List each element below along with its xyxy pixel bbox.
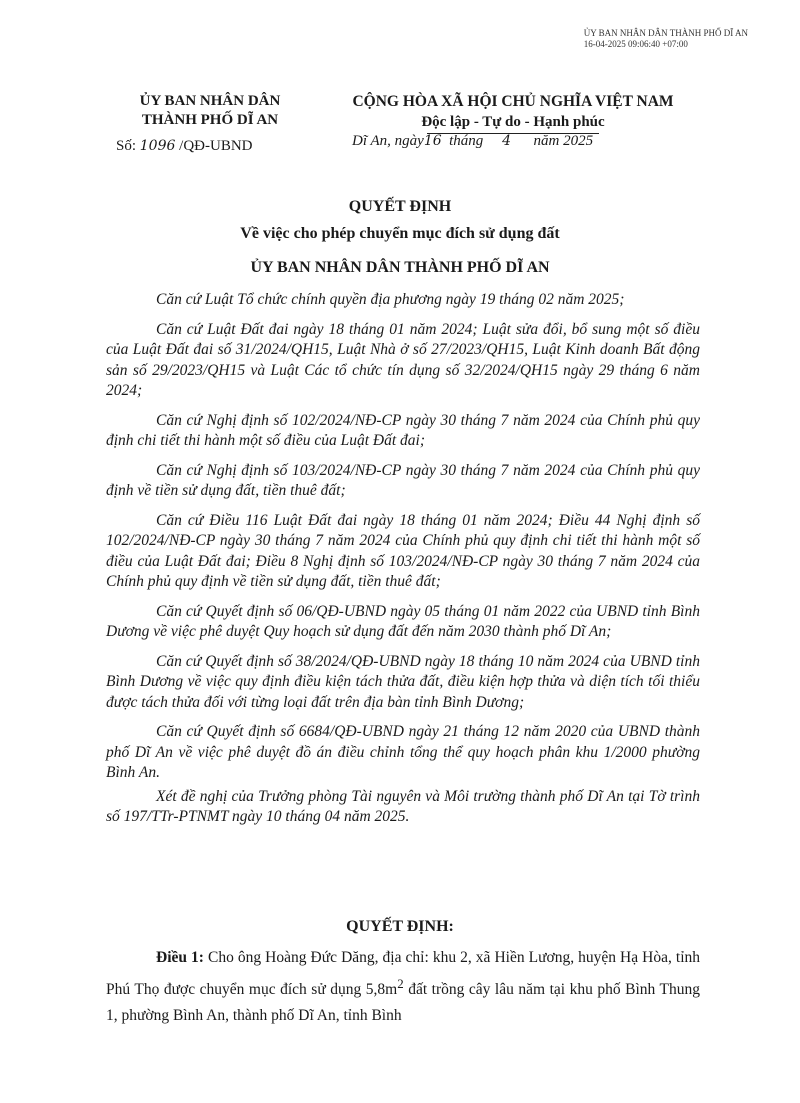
legal-basis [106,290,700,837]
issue-date [352,133,593,150]
legal-basis-paragraph: Căn cứ Luật Đất đai ngày 18 tháng 01 năm 2024; Luật sửa đổi, bổ sung một số điều của Luật Đất đai số 31/2024/QH15, Luật Nhà ở số 27/2023/QH15, Luật Kinh doanh Bất động sản số 29/2023/QH15 và Luật Các tổ chức tín dụng số 32/2024/QH15 ngày 29 tháng 6 năm 2024; [106,320,700,399]
legal-basis-paragraph: Căn cứ Điều 116 Luật Đất đai ngày 18 tháng 01 năm 2024; Điều 44 Nghị định số 102/2024/NĐ-CP ngày 30 tháng 7 năm 2024 của Chính phủ quy định chi tiết thi hành một số điều của Luật Đất đai; Điều 8 Nghị định số 103/2024/NĐ-CP ngày 30 tháng 7 năm 2024 của Chính phủ quy định về tiền sử dụng đất, tiền thuê đất; [106,511,700,590]
issuing-body-title: ỦY BAN NHÂN DÂN THÀNH PHỐ DĨ AN [250,259,550,276]
document-number-value: 1096 [139,138,176,154]
national-header [318,92,708,134]
document-number-suffix: /QĐ-UBND [179,138,253,154]
decision-heading: QUYẾT ĐỊNH: [346,918,454,935]
decision-title: QUYẾT ĐỊNH [348,198,452,215]
article-1-text: Cho ông Hoàng Đức Dăng, địa chỉ: khu 2, xã Hiền Lương, huyện Hạ Hòa, tỉnh Phú Thọ được chuyển mục đích sử dụng 5,8m [106,949,700,999]
date-month: 4 [502,133,511,149]
digital-signature-stamp [584,28,748,50]
date-day: 16 [423,133,442,149]
legal-basis-paragraph: Căn cứ Nghị định số 102/2024/NĐ-CP ngày 30 tháng 7 năm 2024 của Chính phủ quy định chi tiết thi hành một số điều của Luật Đất đai; [106,411,700,449]
article-1 [106,945,700,1029]
stamp-signer: ỦY BAN NHÂN DÂN THÀNH PHỐ DĨ AN [583,28,748,38]
date-prefix: Dĩ An, ngày [352,133,424,149]
legal-basis-paragraph: Căn cứ Quyết định số 06/QĐ-UBND ngày 05 tháng 01 năm 2022 của UBND tỉnh Bình Dương về việc phê duyệt Quy hoạch sử dụng đất đến năm 2030 thành phố Dĩ An; [106,602,700,640]
stamp-timestamp: 16-04-2025 09:06:40 +07:00 [583,39,688,49]
legal-basis-paragraph: Căn cứ Luật Tổ chức chính quyền địa phương ngày 19 tháng 02 năm 2025; [156,291,625,308]
article-1-text-cont: đất trồng cây lâu năm tại khu phố Bình Thung 1, phường Bình An, thành phố Dĩ An, tỉnh Bình [106,981,700,1025]
article-1-label: Điều 1: [156,949,204,966]
authority-line-1: ỦY BAN NHÂN DÂN [139,93,281,109]
document-number-label: Số: [116,138,137,154]
document-number [116,138,253,155]
legal-basis-paragraph: Căn cứ Quyết định số 38/2024/QĐ-UBND ngày 18 tháng 10 năm 2024 của UBND tỉnh Bình Dương về việc quy định điều kiện tách thửa đất, điều kiện hợp thửa và diện tích tối thiểu được tách thửa đối với từng loại đất trên địa bàn tỉnh Bình Dương; [106,652,700,711]
national-motto: Độc lập - Tự do - Hạnh phúc [421,114,605,130]
area-unit-superscript: 2 [397,976,404,991]
legal-basis-paragraph: Căn cứ Nghị định số 103/2024/NĐ-CP ngày 30 tháng 7 năm 2024 của Chính phủ quy định về tiền sử dụng đất, tiền thuê đất; [106,461,700,499]
date-month-label: tháng [449,133,484,149]
decision-subject: Về việc cho phép chuyển mục đích sử dụng đất [240,225,560,242]
date-year: năm 2025 [533,133,594,149]
legal-basis-paragraph: Xét đề nghị của Trưởng phòng Tài nguyên và Môi trường thành phố Dĩ An tại Tờ trình số 197/TTr-PTNMT ngày 10 tháng 04 năm 2025. [106,787,700,825]
legal-basis-paragraph: Căn cứ Quyết định số 6684/QĐ-UBND ngày 21 tháng 12 năm 2020 của UBND thành phố Dĩ An về việc phê duyệt đồ án điều chỉnh tổng thể quy hoạch phân khu 1/2000 phường Bình An. [106,723,700,781]
authority-line-2: THÀNH PHỐ DĨ AN [141,112,279,128]
issuing-authority [100,92,320,130]
country-name: CỘNG HÒA XÃ HỘI CHỦ NGHĨA VIỆT NAM [352,93,674,110]
